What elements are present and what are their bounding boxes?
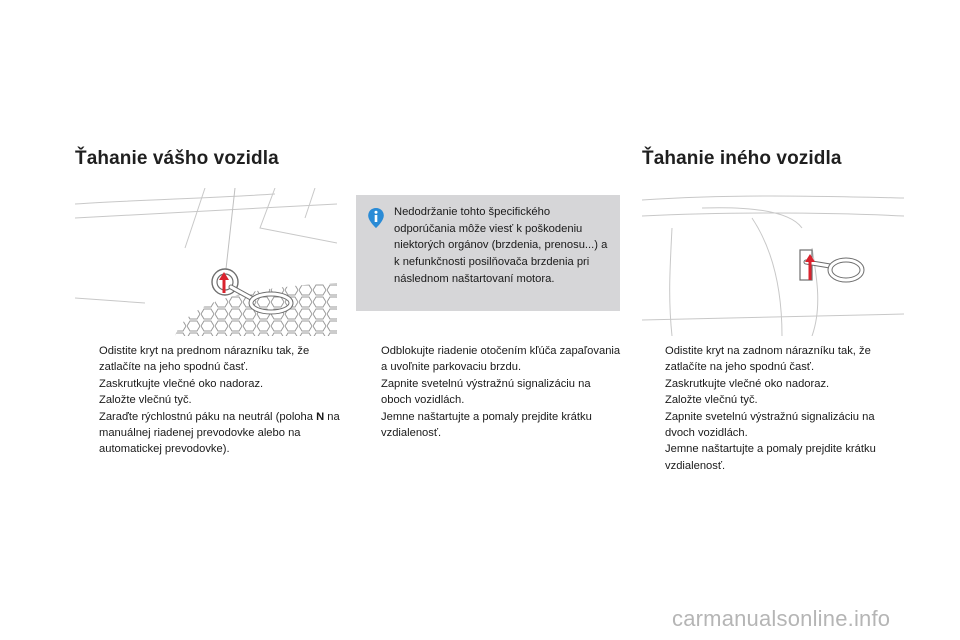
front-bumper-tow-eye-illustration (75, 188, 337, 336)
list-item: Založte vlečnú tyč. (99, 394, 192, 407)
right-steps-list (644, 343, 906, 474)
warning-note-text: Nedodržanie tohto špecifického odporúčania môže viesť k poškodeniu niektorých orgánov (brzdenia, prenosu...) a k nefunkčnosti posilňovača brzdenia pri následnom naštartovaní motora. (394, 206, 608, 285)
list-item: Zaskrutkujte vlečné oko nadoraz. (665, 377, 830, 390)
list-item: Jemne naštartujte a pomaly prejdite krátku vzdialenosť. (381, 410, 592, 440)
neutral-position-letter: N (316, 410, 325, 423)
left-section-title: Ťahanie vášho vozidla (75, 148, 279, 169)
list-item: Odistite kryt na prednom nárazníku tak, že zatlačíte na jeho spodnú časť. (99, 345, 310, 374)
list-item: Odistite kryt na zadnom nárazníku tak, že zatlačíte na jeho spodnú časť. (665, 345, 871, 374)
list-item: Založte vlečnú tyč. (665, 394, 758, 407)
list-item: Zapnite svetelnú výstražnú signalizáciu na oboch vozidlách. (381, 377, 591, 407)
list-item: Jemne naštartujte a pomaly prejdite krátku vzdialenosť. (665, 443, 876, 472)
list-item: Zaraďte rýchlostnú páku na neutrál (poloha N na manuálnej riadenej prevodovke alebo na automatickej prevodovke). (99, 410, 340, 456)
info-icon (367, 207, 385, 229)
list-item: Zapnite svetelnú výstražnú signalizáciu na dvoch vozidlách. (665, 410, 875, 440)
warning-note-box (356, 195, 620, 311)
watermark: carmanualsonline.info (672, 606, 891, 631)
rear-bumper-tow-eye-illustration (642, 188, 904, 336)
list-item: Odblokujte riadenie otočením kľúča zapaľovania a uvoľnite parkovaciu brzdu. (381, 345, 621, 374)
middle-steps-list (360, 343, 622, 441)
left-steps-list (78, 343, 340, 458)
right-section-title: Ťahanie iného vozidla (642, 148, 842, 169)
list-item: Zaskrutkujte vlečné oko nadoraz. (99, 377, 264, 390)
